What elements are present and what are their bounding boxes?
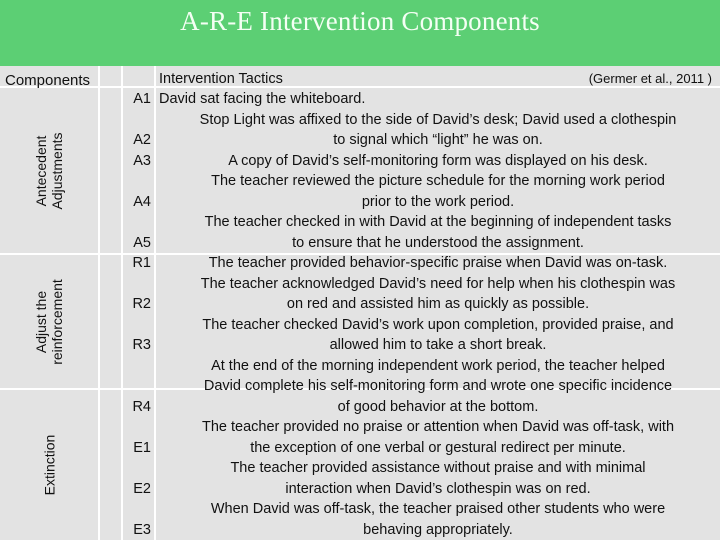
tactic-text-line: to ensure that he understood the assignment.: [292, 234, 584, 251]
tactic-text-line: The teacher checked in with David at the beginning of independent tasks: [204, 214, 672, 230]
tactic-text-line: The teacher provided behavior-specific praise when David was on-task.: [208, 255, 668, 271]
tactic-text-line: At the end of the morning independent work period, the teacher helped: [211, 357, 665, 374]
citation: (Germer et al., 2011 ): [588, 71, 712, 86]
component-code: R1: [132, 255, 151, 271]
column-divider: [154, 66, 156, 540]
slide-title: A-R-E Intervention Components: [180, 6, 540, 36]
tactic-text-line: allowed him to take a short break.: [329, 337, 547, 353]
component-code: E3: [133, 521, 151, 538]
component-code: A1: [133, 91, 151, 107]
tactic-text-line: David sat facing the whiteboard.: [159, 91, 366, 107]
component-code: A2: [133, 132, 151, 148]
component-code: A4: [133, 193, 151, 210]
tactic-text-line: on red and assisted him as quickly as possible.: [286, 296, 590, 312]
tactic-text-line: The teacher reviewed the picture schedule for the morning work period: [211, 173, 665, 189]
group-label-reinforcement: Adjust the reinforcement: [33, 278, 65, 365]
tactic-text-line: The teacher provided no praise or attention when David was off-task, with: [201, 419, 675, 435]
tactic-text-line: the exception of one verbal or gestural redirect per minute.: [250, 439, 626, 456]
group-label-antecedent: Antecedent Adjustments: [33, 131, 65, 210]
tactic-text-line: prior to the work period.: [361, 193, 515, 210]
tactic-text-line: to signal which “light” he was on.: [333, 132, 543, 148]
tactic-text-line: A copy of David’s self-monitoring form was displayed on his desk.: [228, 152, 648, 169]
tactic-text-line: interaction when David’s clothespin was on red.: [285, 480, 591, 497]
tactic-text-line: The teacher provided assistance without praise and with minimal: [230, 460, 646, 476]
component-code: E1: [133, 439, 151, 456]
tactic-text-line: David complete his self-monitoring form and wrote one specific incidence: [203, 378, 673, 394]
tactic-text-line: of good behavior at the bottom.: [337, 398, 539, 415]
tactic-text-line: The teacher acknowledged David’s need for help when his clothespin was: [200, 275, 676, 292]
title-banner: [0, 0, 720, 67]
component-code: E2: [133, 480, 151, 497]
component-code: A5: [133, 234, 151, 251]
tactic-text-line: behaving appropriately.: [363, 521, 513, 538]
row-divider: [0, 86, 720, 88]
component-code: R3: [132, 337, 151, 353]
component-code: R2: [132, 296, 151, 312]
components-header: Components: [5, 72, 91, 89]
tactic-text-line: When David was off-task, the teacher praised other students who were: [210, 501, 666, 517]
component-code: A3: [133, 152, 151, 169]
group-label-extinction: Extinction: [40, 434, 57, 496]
tactic-text-line: The teacher checked David’s work upon completion, provided praise, and: [202, 316, 674, 333]
tactic-text-line: Stop Light was affixed to the side of David’s desk; David used a clothespin: [199, 111, 677, 128]
intervention-table: [0, 66, 720, 540]
column-divider: [98, 66, 100, 540]
tactics-header: Intervention Tactics: [159, 71, 283, 87]
component-code: R4: [132, 398, 151, 415]
